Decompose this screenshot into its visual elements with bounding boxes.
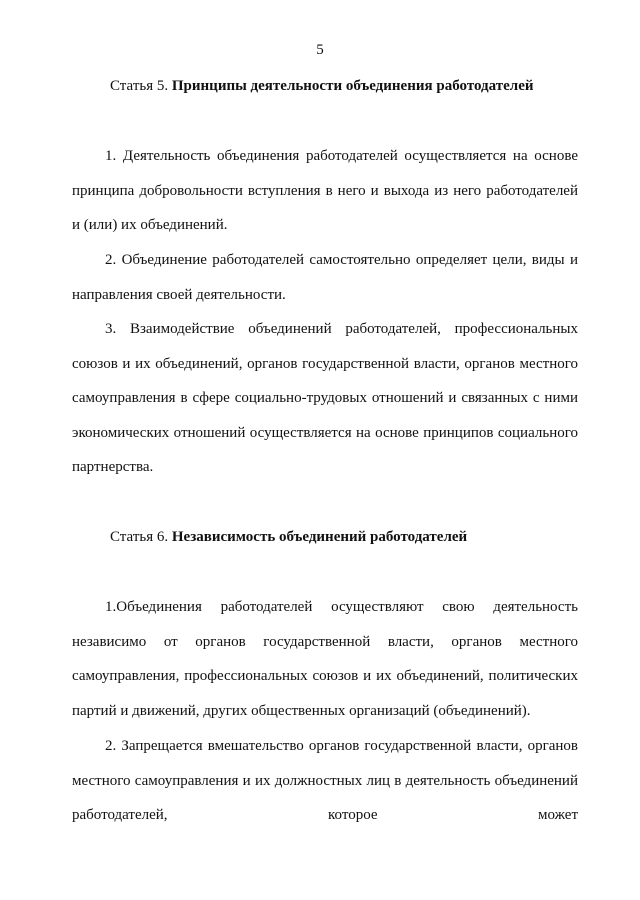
article-5-paragraph-2: 2. Объединение работодателей самостоятельно определяет цели, виды и направления своей деятельности. — [72, 252, 578, 303]
article-6-heading — [110, 529, 467, 546]
article-5-paragraph-1: 1. Деятельность объединения работодателей осуществляется на основе принципа добровольности вступления в него и выхода из него работодателей и (или) их объединений. — [72, 148, 578, 233]
article-5-paragraph-3: 3. Взаимодействие объединений работодателей, профессиональных союзов и их объединений, органов государственной власти, органов местного самоуправления в сфере социально-трудовых отношений и связанных с ними экономических отношений осуществляется на основе принципов социального партнерства. — [72, 321, 578, 475]
article-6-paragraph-1: 1.Объединения работодателей осуществляют свою деятельность независимо от органов государственной власти, органов местного самоуправления, профессиональных союзов и их объединений, политических партий и движений, других общественных организаций (объединений). — [72, 599, 578, 719]
article-5-prefix: Статья 5. — [110, 78, 169, 94]
article-6-paragraph-2: 2. Запрещается вмешательство органов государственной власти, органов местного самоуправления и их должностных лиц в деятельность объединений работодателей, которое может — [72, 738, 578, 823]
article-5-title: Принципы деятельности объединения работодателей — [171, 78, 534, 94]
page-number: 5 — [316, 42, 324, 58]
article-5-heading — [110, 78, 534, 95]
article-6-prefix: Статья 6. — [110, 529, 169, 545]
article-6-title: Независимость объединений работодателей — [171, 529, 468, 545]
